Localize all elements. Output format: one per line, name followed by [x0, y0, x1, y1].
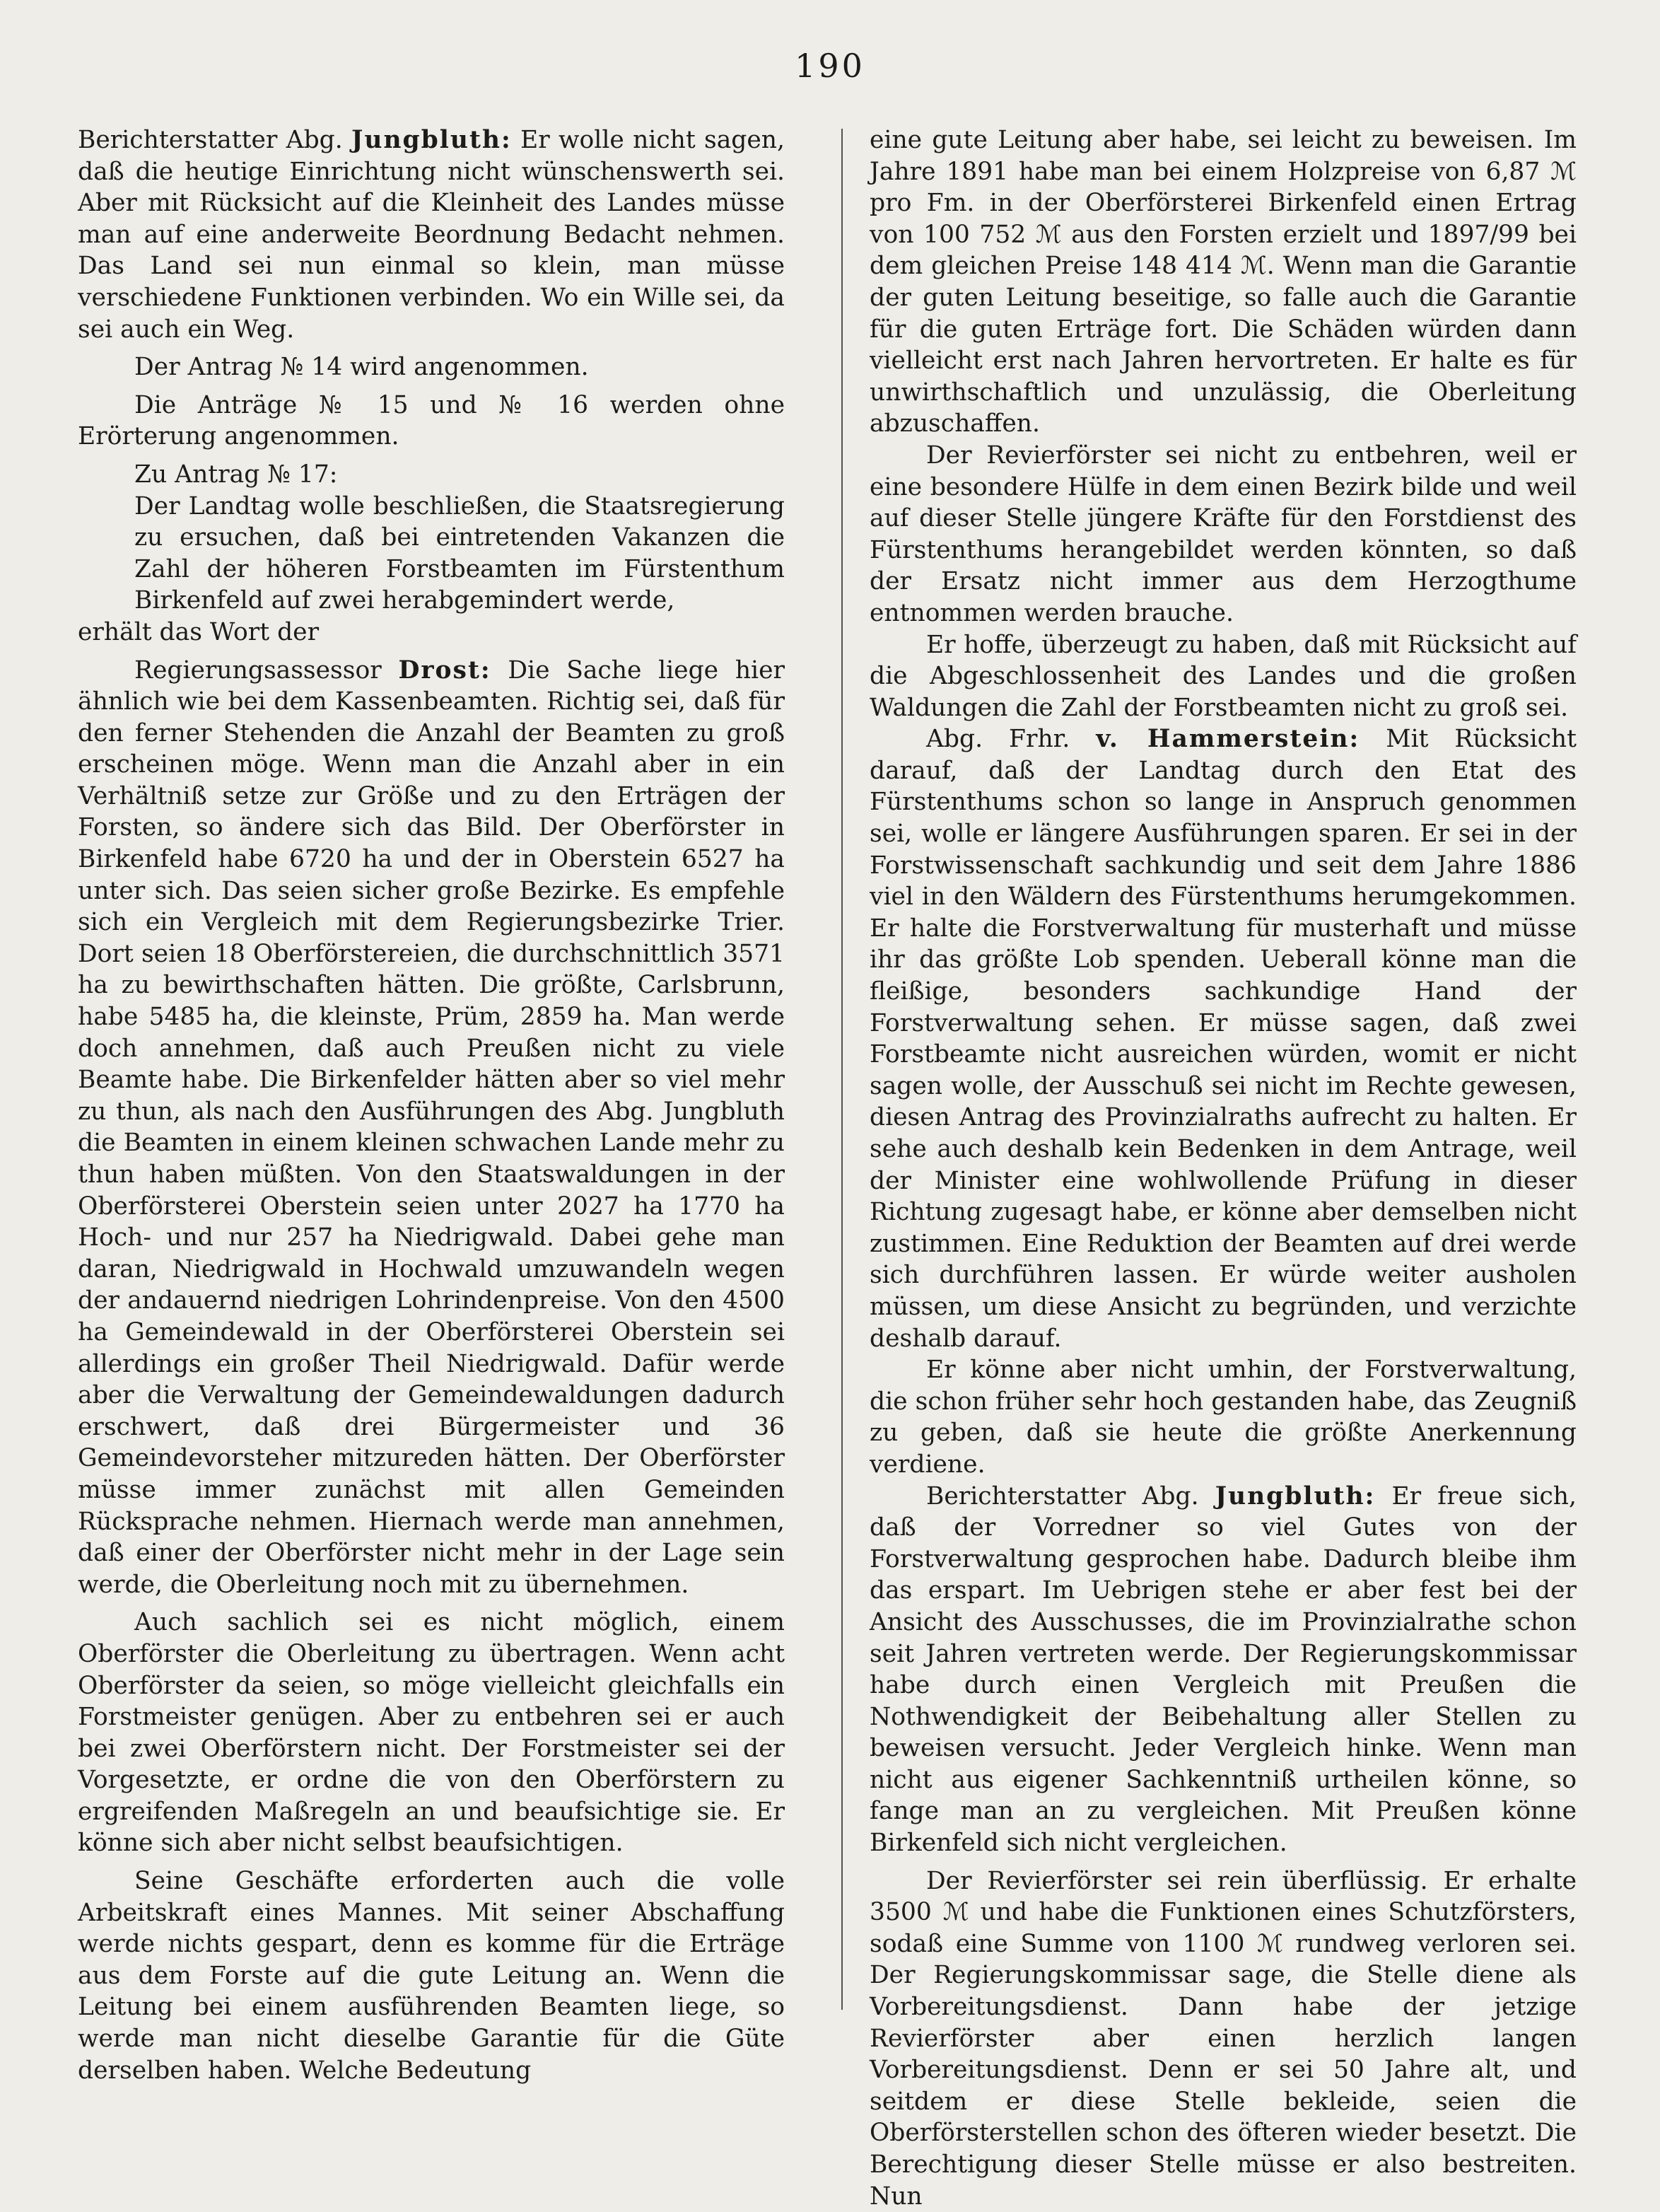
paragraph: Er hoffe, überzeugt zu haben, daß mit Rücksicht auf die Abgeschlossenheit des Landes und die großen Waldungen die Zahl der Forstbeamten nicht zu groß sei. — [870, 630, 1577, 722]
paragraph: Der Antrag № 14 wird angenommen. — [134, 353, 589, 382]
paragraph: Berichterstatter Abg. Jungbluth: Er wolle nicht sagen, daß die heutige Einrichtung nicht wünschenswerth sei. Aber mit Rücksicht auf die Kleinheit des Landes müsse man auf eine anderweite Beordnung Bedacht nehmen. Das Land sei nun einmal so klein, man müsse verschiedene Funktionen verbinden. Wo ein Wille sei, da sei auch ein Weg. — [78, 126, 785, 344]
speaker-name: v. Hammerstein: — [1096, 725, 1360, 754]
paragraph: Zu Antrag № 17: — [134, 460, 338, 489]
paragraph: Die Anträge № 15 und № 16 werden ohne Erörterung angenommen. — [78, 390, 785, 451]
right-column — [870, 124, 1577, 2212]
column-divider — [841, 129, 843, 2010]
paragraph: Er könne aber nicht umhin, der Forstverwaltung, die schon früher sehr hoch gestanden habe, das Zeugniß zu geben, daß sie heute die größte Anerkennung verdiene. — [870, 1356, 1577, 1479]
speaker-name: Jungbluth: — [351, 126, 512, 154]
paragraph: Der Revierförster sei nicht zu entbehren, weil er eine besondere Hülfe in dem einen Bezirk bilde und weil auf dieser Stelle jüngere Kräfte für den Forstdienst des Fürstenthums herangebildet werden könnten, so daß der Ersatz nicht immer aus dem Herzogthume entnommen werden brauche. — [870, 441, 1577, 627]
speaker-name: Drost: — [398, 656, 491, 685]
paragraph: eine gute Leitung aber habe, sei leicht zu beweisen. Im Jahre 1891 habe man bei einem Holzpreise von 6,87 ℳ pro Fm. in der Oberförsterei Birkenfeld einen Ertrag von 100 752 ℳ aus den Forsten erzielt und 1897/99 bei dem gleichen Preise 148 414 ℳ. Wenn man die Garantie der guten Leitung beseitige, so falle auch die Garantie für die guten Erträge fort. Die Schäden würden dann vielleicht erst nach Jahren hervortreten. Er halte es für unwirthschaftlich und unzulässig, die Oberleitung abzuschaffen. — [870, 126, 1577, 438]
paragraph: Regierungsassessor Drost: Die Sache liege hier ähnlich wie bei dem Kassenbeamten. Richtig sei, daß für den ferner Stehenden die Anzahl der Beamten zu groß erscheinen möge. Wenn man die Anzahl aber in ein Verhältniß setze zur Größe und zu den Erträgen der Forsten, so ändere sich das Bild. Der Oberförster in Birkenfeld habe 6720 ha und der in Oberstein 6527 ha unter sich. Das seien sicher große Bezirke. Es empfehle sich ein Vergleich mit dem Regierungsbezirke Trier. Dort seien 18 Oberförstereien, die durchschnittlich 3571 ha zu bewirthschaften hätten. Die größte, Carlsbrunn, habe 5485 ha, die kleinste, Prüm, 2859 ha. Man werde doch annehmen, daß auch Preußen nicht zu viele Beamte habe. Die Birkenfelder hätten aber so viel mehr zu thun, als nach den Ausführungen des Abg. Jungbluth die Beamten in einem kleinen schwachen Lande mehr zu thun haben müßten. Von den Staatswaldungen in der Oberförsterei Oberstein seien unter 2027 ha 1770 ha Hoch- und nur 257 ha Niedrigwald. Dabei gehe man daran, Niedrigwald in Hochwald umzuwandeln wegen der andauernd niedrigen Lohrindenpreise. Von den 4500 ha Gemeindewald in der Oberförsterei Oberstein sei allerdings ein großer Theil Niedrigwald. Dafür werde aber die Verwaltung der Gemeindewaldungen dadurch erschwert, daß drei Bürgermeister und 36 Gemeindevorsteher mitzureden hätten. Der Oberförster müsse immer zunächst mit allen Gemeinden Rücksprache nehmen. Hiernach werde man annehmen, daß einer der Oberförster nicht mehr in der Lage sein werde, die Oberleitung noch mit zu übernehmen. — [78, 656, 785, 1599]
left-column — [78, 124, 785, 2086]
page-number: 190 — [795, 47, 865, 85]
paragraph: Der Revierförster sei rein überflüssig. Er erhalte 3500 ℳ und habe die Funktionen eines Schutzförsters, sodaß eine Summe von 1100 ℳ rundweg verloren sei. Der Regierungskommissar sage, die Stelle diene als Vorbereitungsdienst. Dann habe der jetzige Revierförster aber einen herzlich langen Vorbereitungsdienst. Denn er sei 50 Jahre alt, und seitdem er diese Stelle bekleide, seien die Oberförsterstellen schon des öfteren wieder besetzt. Die Berechtigung dieser Stelle müsse er also bestreiten. Nun — [870, 1866, 1577, 2211]
paragraph: Berichterstatter Abg. Jungbluth: Er freue sich, daß der Vorredner so viel Gutes von der Forstverwaltung gesprochen habe. Dadurch bleibe ihm das erspart. Im Uebrigen stehe er aber fest bei der Ansicht des Ausschusses, die im Provinzialrathe schon seit Jahren vertreten werde. Der Regierungskommissar habe durch einen Vergleich mit Preußen die Nothwendigkeit der Beibehaltung aller Stellen zu beweisen versucht. Jeder Vergleich hinke. Wenn man nicht aus eigener Sachkenntniß urtheilen könne, so fange man an zu vergleichen. Mit Preußen könne Birkenfeld sich nicht vergleichen. — [870, 1482, 1577, 1858]
speaker-name: Jungbluth: — [1215, 1482, 1376, 1510]
motion-quote: Der Landtag wolle beschließen, die Staatsregierung zu ersuchen, daß bei eintretenden Vakanzen die Zahl der höheren Forstbeamten im Fürstenthum Birkenfeld auf zwei herabgemindert werde, — [134, 491, 785, 615]
paragraph: Seine Geschäfte erforderten auch die volle Arbeitskraft eines Mannes. Mit seiner Abschaffung werde nichts gespart, denn es komme für die Erträge aus dem Forste auf die gute Leitung an. Wenn die Leitung bei einem ausführenden Beamten liege, so werde man nicht dieselbe Garantie für die Güte derselben haben. Welche Bedeutung — [78, 1867, 785, 2085]
paragraph: Auch sachlich sei es nicht möglich, einem Oberförster die Oberleitung zu übertragen. Wenn acht Oberförster da seien, so möge vielleicht gleichfalls ein Forstmeister genügen. Aber zu entbehren sei er auch bei zwei Oberförstern nicht. Der Forstmeister sei der Vorgesetzte, er ordne die von den Oberförstern zu ergreifenden Maßregeln an und beaufsichtige sie. Er könne sich aber nicht selbst beaufsichtigen. — [78, 1608, 785, 1858]
paragraph: erhält das Wort der — [78, 617, 320, 646]
paragraph: Abg. Frhr. v. Hammerstein: Mit Rücksicht darauf, daß der Landtag durch den Etat des Fürstenthums schon so lange in Anspruch genommen sei, wolle er längere Ausführungen sparen. Er sei in der Forstwissenschaft sachkundig und seit dem Jahre 1886 viel in den Wäldern des Fürstenthums herumgekommen. Er halte die Forstverwaltung für musterhaft und müsse ihr das größte Lob spenden. Ueberall könne man die fleißige, besonders sachkundige Hand der Forstverwaltung sehen. Er müsse sagen, daß zwei Forstbeamte nicht ausreichen würden, womit er nicht sagen wolle, der Ausschuß sei nicht im Rechte gewesen, diesen Antrag des Provinzialraths aufrecht zu halten. Er sehe auch deshalb kein Bedenken in dem Antrage, weil der Minister eine wohlwollende Prüfung in dieser Richtung zugesagt habe, er könne aber demselben nicht zustimmen. Eine Reduktion der Beamten auf drei werde sich durchführen lassen. Er würde weiter ausholen müssen, um diese Ansicht zu begründen, und verzichte deshalb darauf. — [870, 725, 1577, 1353]
